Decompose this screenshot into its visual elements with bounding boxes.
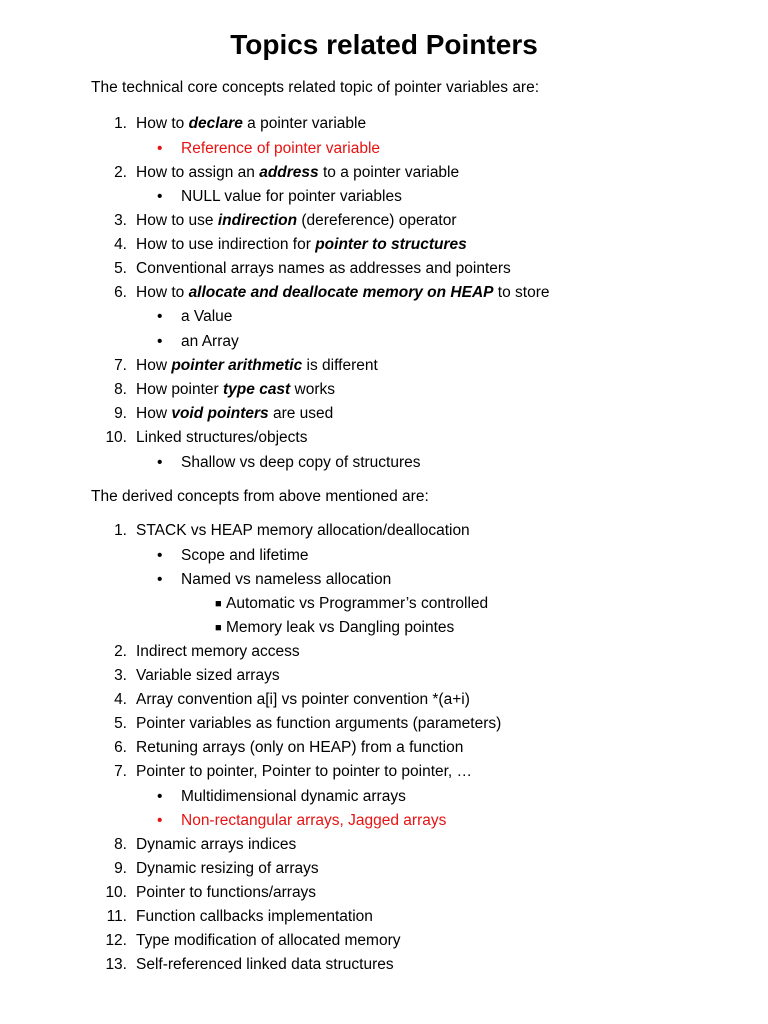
- list-item: Type modification of allocated memory: [136, 932, 401, 949]
- sub-item: Scope and lifetime: [181, 547, 309, 564]
- sub-item-highlighted: Reference of pointer variable: [181, 140, 381, 157]
- sub-item: a Value: [181, 308, 233, 325]
- list-number: 12.: [105, 932, 127, 949]
- square-bullet-icon: ■: [215, 598, 222, 610]
- list-item: Linked structures/objects: [136, 429, 308, 446]
- list-number: 4.: [114, 236, 127, 253]
- bullet-icon: •: [157, 547, 163, 564]
- bullet-icon: •: [157, 188, 163, 205]
- bullet-icon: •: [157, 308, 163, 325]
- list-item: How to allocate and deallocate memory on HEAP to store: [136, 284, 550, 301]
- list-item: How to assign an address to a pointer variable: [136, 164, 460, 181]
- list-number: 3.: [114, 212, 127, 229]
- list-item: Self-referenced linked data structures: [136, 956, 394, 973]
- list-item: Variable sized arrays: [136, 667, 280, 684]
- list-item: Conventional arrays names as addresses and pointers: [136, 260, 511, 277]
- list-item: How pointer arithmetic is different: [136, 357, 378, 374]
- list-number: 4.: [114, 691, 127, 708]
- square-bullet-icon: ■: [215, 622, 222, 634]
- sub-sub-item: Memory leak vs Dangling pointes: [226, 619, 455, 636]
- list-number: 2.: [114, 643, 127, 660]
- list-item: Pointer to functions/arrays: [136, 884, 317, 901]
- page-title: Topics related Pointers: [230, 29, 538, 60]
- list-number: 7.: [114, 763, 127, 780]
- list-item: Dynamic resizing of arrays: [136, 860, 319, 877]
- list-number: 9.: [114, 405, 127, 422]
- list-number: 8.: [114, 381, 127, 398]
- bullet-icon: •: [157, 812, 163, 829]
- list-number: 7.: [114, 357, 127, 374]
- list-item: Function callbacks implementation: [136, 908, 373, 925]
- list-number: 11.: [106, 908, 127, 925]
- list-number: 3.: [114, 667, 127, 684]
- list-number: 10.: [105, 429, 127, 446]
- list-item: Retuning arrays (only on HEAP) from a function: [136, 739, 464, 756]
- list-item: How pointer type cast works: [136, 381, 336, 398]
- bullet-icon: •: [157, 333, 163, 350]
- list-number: 13.: [105, 956, 127, 973]
- list-number: 6.: [114, 739, 127, 756]
- list-item: Dynamic arrays indices: [136, 836, 297, 853]
- list-number: 5.: [114, 260, 127, 277]
- list-number: 5.: [114, 715, 127, 732]
- list-item: STACK vs HEAP memory allocation/deallocation: [136, 522, 470, 539]
- list-item: Array convention a[i] vs pointer convention *(a+i): [136, 691, 470, 708]
- list-number: 10.: [105, 884, 127, 901]
- list-number: 1.: [114, 522, 127, 539]
- list-number: 9.: [114, 860, 127, 877]
- list-item: How to use indirection (dereference) operator: [136, 212, 457, 229]
- sub-item: Multidimensional dynamic arrays: [181, 788, 406, 805]
- bullet-icon: •: [157, 788, 163, 805]
- sub-item-highlighted: Non-rectangular arrays, Jagged arrays: [181, 812, 447, 829]
- list-item: Indirect memory access: [136, 643, 300, 660]
- sub-item: NULL value for pointer variables: [181, 188, 402, 205]
- bullet-icon: •: [157, 571, 163, 588]
- list-item: Pointer to pointer, Pointer to pointer to pointer, …: [136, 763, 473, 780]
- sub-item: Shallow vs deep copy of structures: [181, 454, 421, 471]
- list-item: How void pointers are used: [136, 405, 334, 422]
- sub-sub-item: Automatic vs Programmer’s controlled: [226, 595, 489, 612]
- sub-item: Named vs nameless allocation: [181, 571, 392, 588]
- bullet-icon: •: [157, 140, 163, 157]
- bullet-icon: •: [157, 454, 163, 471]
- list-number: 6.: [114, 284, 127, 301]
- list-item: Pointer variables as function arguments (parameters): [136, 715, 502, 732]
- list-number: 8.: [114, 836, 127, 853]
- list-number: 1.: [114, 115, 127, 132]
- list-number: 2.: [114, 164, 127, 181]
- sub-item: an Array: [181, 333, 239, 350]
- derived-intro-paragraph: The derived concepts from above mentioned are:: [91, 488, 429, 505]
- list-item: How to declare a pointer variable: [136, 115, 367, 132]
- intro-paragraph: The technical core concepts related topic of pointer variables are:: [91, 79, 540, 96]
- list-item: How to use indirection for pointer to structures: [136, 236, 467, 253]
